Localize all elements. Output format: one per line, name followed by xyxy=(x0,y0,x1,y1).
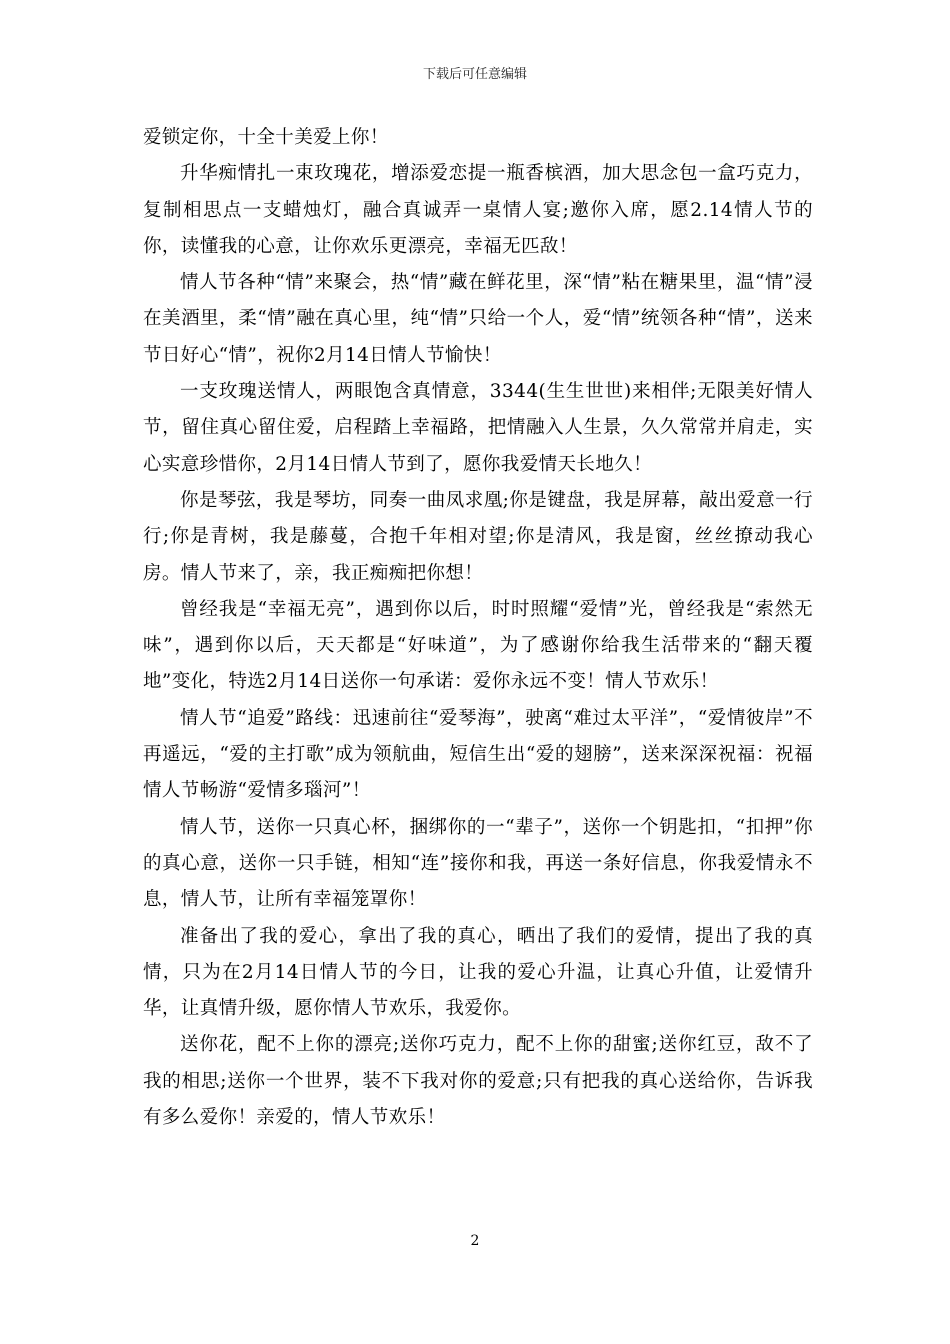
page-header: 下载后可任意编辑 xyxy=(422,67,527,82)
page-number: 2 xyxy=(470,1233,480,1249)
paragraph: 准备出了我的爱心，拿出了我的真心，晒出了我们的爱情，提出了我的真情，只为在2月14日情人节的今日，让我的爱心升温，让真心升值，让爱情升华，让真情升级，愿你情人节欢乐，我爱你。 xyxy=(143,925,813,1020)
paragraph: 爱锁定你，十全十美爱上你！ xyxy=(143,127,389,148)
paragraph: 一支玫瑰送情人，两眼饱含真情意，3344(生生世世)来相伴;无限美好情人节，留住真心留住爱，启程踏上幸福路，把情融入人生景，久久常常并肩走，实心实意珍惜你，2月14日情人节到了，愿你我爱情天长地久！ xyxy=(143,381,813,475)
paragraph: 情人节“追爱”路线：迅速前往“爱琴海”，驶离“难过太平洋”，“爱情彼岸”不再遥远，“爱的主打歌”成为领航曲，短信生出“爱的翅膀”，送来深深祝福：祝福情人节畅游“爱情多瑙河”！ xyxy=(143,707,813,802)
paragraph: 送你花，配不上你的漂亮;送你巧克力，配不上你的甜蜜;送你红豆，敌不了我的相思;送你一个世界，装不下我对你的爱意;只有把我的真心送给你，告诉我有多么爱你！亲爱的，情人节欢乐！ xyxy=(143,1034,813,1129)
paragraph: 情人节各种“情”来聚会，热“情”藏在鲜花里，深“情”粘在糖果里，温“情”浸在美酒里，柔“情”融在真心里，纯“情”只给一个人，爱“情”统领各种“情”，送来节日好心“情”，祝你2月14日情人节愉快！ xyxy=(143,272,813,366)
document-body xyxy=(143,120,813,1136)
paragraph: 曾经我是“幸福无亮”，遇到你以后，时时照耀“爱情”光，曾经我是“索然无味”，遇到你以后，天天都是“好味道”，为了感谢你给我生活带来的“翻天覆地”变化，特选2月14日送你一句承诺：爱你永远不变！情人节欢乐！ xyxy=(143,598,813,693)
paragraph: 你是琴弦，我是琴坊，同奏一曲凤求凰;你是键盘，我是屏幕，敲出爱意一行行;你是青树，我是藤蔓，合抱千年相对望;你是清风，我是窗，丝丝撩动我心房。情人节来了，亲，我正痴痴把你想！ xyxy=(143,489,813,584)
paragraph: 升华痴情扎一束玫瑰花，增添爱恋提一瓶香槟酒，加大思念包一盒巧克力，复制相思点一支蜡烛灯，融合真诚弄一桌情人宴;邀你入席，愿2.14情人节的你，读懂我的心意，让你欢乐更漂亮，幸福无匹敌！ xyxy=(143,163,813,257)
paragraph: 情人节，送你一只真心杯，捆绑你的一“辈子”，送你一个钥匙扣，“扣押”你的真心意，送你一只手链，相知“连”接你和我，再送一条好信息，你我爱情永不息，情人节，让所有幸福笼罩你！ xyxy=(143,816,813,911)
